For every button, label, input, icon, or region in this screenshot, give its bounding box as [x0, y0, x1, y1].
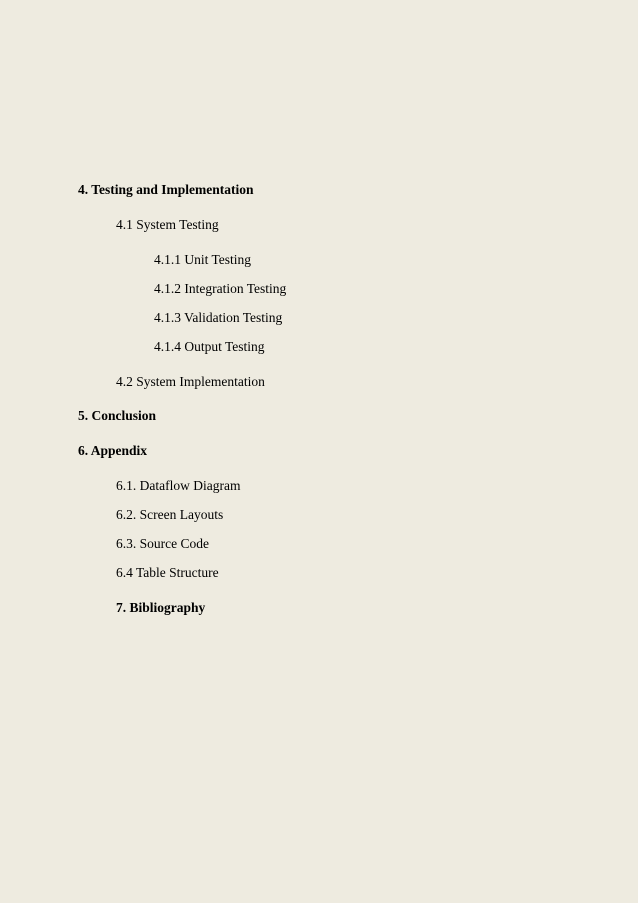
- toc-item-validation-testing: 4.1.3 Validation Testing: [154, 310, 283, 325]
- toc-item-system-testing: 4.1 System Testing: [116, 217, 219, 232]
- toc-heading-conclusion: 5. Conclusion: [78, 408, 157, 423]
- toc-item-integration-testing: 4.1.2 Integration Testing: [154, 281, 287, 296]
- toc-item-screen-layouts: 6.2. Screen Layouts: [116, 507, 224, 522]
- toc-item-unit-testing: 4.1.1 Unit Testing: [154, 252, 252, 267]
- toc-item-source-code: 6.3. Source Code: [116, 536, 209, 551]
- toc-item-output-testing: 4.1.4 Output Testing: [154, 339, 265, 354]
- toc-item-system-implementation: 4.2 System Implementation: [116, 374, 265, 389]
- toc-heading-appendix: 6. Appendix: [78, 443, 148, 458]
- toc-item-dataflow-diagram: 6.1. Dataflow Diagram: [116, 478, 241, 493]
- toc-heading-testing-implementation: 4. Testing and Implementation: [78, 182, 254, 197]
- toc-heading-bibliography: 7. Bibliography: [116, 600, 206, 615]
- toc-item-table-structure: 6.4 Table Structure: [116, 565, 219, 580]
